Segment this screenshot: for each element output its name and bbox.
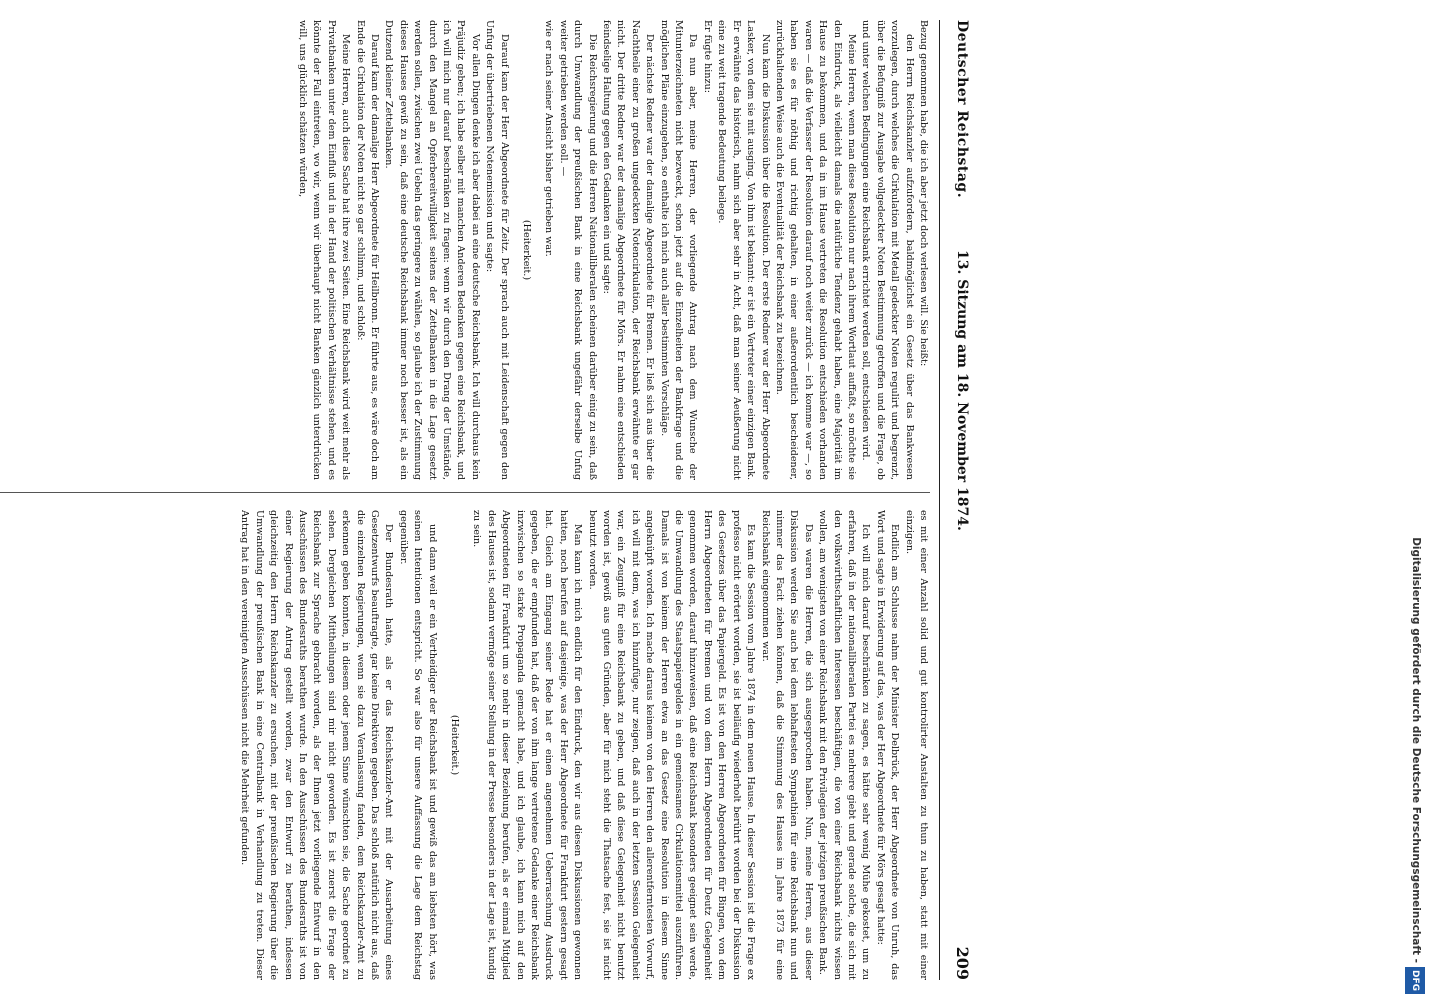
stage-direction: (Heiterkeit.) bbox=[449, 714, 460, 776]
paragraph: Der nächste Redner war der damalige Abgeordnete für Bremen. Er ließ sich aus über die Nachtheile einer zu großen ungedeckten Notencirkulation, der Reichsbank erwähnte er gar nicht. Der dritte Redner war der damalige Abgeordnete für Mörs. Er nahm eine entschieden feindselige Haltung gegen den Gedanken ein und sagte: bbox=[601, 20, 656, 480]
text-columns bbox=[0, 20, 930, 980]
dfg-logo: DFG bbox=[1405, 967, 1425, 994]
paragraph: Es kam die Session vom Jahre 1874 in dem neuen Hause. In dieser Session ist die Frage ex professo nicht erörtert worden, sie ist beiläufig wiederholt berührt worden bei der Diskussion des Gesetzes über das Papiergeld. Es ist von den Herren Abgeordneten für Bingen, von dem Herrn Abgeordneten für Bremen und von dem Herrn Abgeordneten für Deutz Gelegenheit genommen worden, darauf hinzuweisen, daß eine Reichsbank besonders geeignet sein werde, die Umwandlung des Staatspapiergeldes in ein gemeinsames Cirkulationsmittel auszuführen. Damals ist von keinem der Herren etwa an das Gesetz eine Resolution in diesem Sinne angeknüpft worden. Ich mache daraus keinem von den Herren den allerentferntesten Vorwurf, ich will mit dem, was ich hinzufüge, nur zeigen, daß auch in der letzten Session Gelegenheit war, ein Zeugniß für eine Reichsbank zu geben, und daß diese Gelegenheit nicht benutzt worden ist, gewiß aus guten Gründen, aber für mich steht die Thatsache fest, sie ist nicht benutzt worden. bbox=[586, 510, 757, 980]
paragraph: Bezug genommen habe, die ich aber jetzt doch verlesen will. Sie heißt: bbox=[918, 20, 929, 367]
digitization-text: Digitalisierung gefördert durch die Deutsche Forschungsgemeinschaft - bbox=[1410, 537, 1422, 963]
paragraph: Meine Herren, auch diese Sache hat ihre zwei Seiten. Eine Reichsbank wird weit mehr als Privatbanken unter dem Einfluß und in der Hand der politischen Verhältnisse stehen, und es könnte der Fall eintreten, wo wir, wenn wir überhaupt nicht Banken gänzlich unterdrücken will, uns glücklich schätzen würden, bbox=[296, 20, 352, 480]
paragraph: Meine Herren, wenn man diese Resolution nur nach ihrem Wortlaut auffaßt, so möchte sie den Eindruck, als vielleicht damals die natürliche Tendenz gehabt haben, eine Majorität im Hause zu bekommen, und da in im Hause vertreten die Resolution entschieden vorhanden waren — daß die Verfasser der Resolution darauf noch weiter zurück — ich komme war —, so haben sie es für nöthig und richtig gehalten, in einer außerordentlich bescheidener, zurückhaltenden Weise auch die Eventualität der Reichsbank zu bezeichnen. bbox=[773, 20, 857, 480]
left-column bbox=[0, 20, 930, 480]
paragraph: Darauf kam der damalige Herr Abgeordnete für Heilbronn. Er führte aus, es wäre doch am Ende die Cirkulation der Noten nicht so gar schlimm, und schloß: bbox=[354, 20, 380, 480]
paragraph: den Herrn Reichskanzler aufzufordern, baldmöglichst ein Gesetz über das Bankwesen vorzulegen, durch welches die Cirkulation mit Metall gedeckter Noten regulirt und begrenzt, über die Befugniß zur Ausgabe vollgedeckter Noten Bestimmung getroffen und die Frage, ob und unter welchen Bedingungen eine Reichsbank errichtet werden soll, entschieden wird. bbox=[860, 20, 915, 480]
paragraph: Der Bundesrath hatte, als er das Reichskanzler-Amt mit der Ausarbeitung eines Gesetzentwurfs beauftragte, gar keine Direktiven gegeben. Das schloß natürlich nicht aus, daß die einzelnen Regierungen, wenn sie dazu Veranlassung fanden, dem Reichskanzler-Amt zu erkennen geben konnten, in diesem oder jenem Sinne wünschten sie, die Sache geordnet zu sehen. Dergleichen Mittheilungen sind mir nicht geworden. Es ist zuerst die Frage der Reichsbank zur Sprache gebracht worden, als der Ihnen jetzt vorliegende Entwurf in den Ausschüssen des Bundesraths berathen wurde. In den Ausschüssen des Bundesraths ist von einer Regierung der Antrag gestellt worden, zwar den Entwurf zu berathen, indessen gleichzeitig den Herrn Reichskanzler zu ersuchen, mit der preußischen Regierung über die Umwandlung der preußischen Bank in eine Centralbank in Verhandlung zu treten. Dieser Antrag hat in den vereinigten Ausschüssen nicht die Mehrheit gefunden. bbox=[239, 510, 395, 980]
paragraph: es mit einer Anzahl solid und gut kontrolirter Anstalten zu thun zu haben, statt mit einer einzigen. bbox=[903, 510, 929, 980]
paragraph: Da nun aber, meine Herren, der vorliegende Antrag nach dem Wunsche der Mitunterzeichneten nicht bezweckt, schon jetzt auf die Einzelheiten der Bankfrage und die möglichen Pläne einzugehen, so enthalte ich mich auch aller bestimmten Vorschläge. bbox=[658, 20, 699, 480]
paragraph: Die Reichsregierung und die Herren Nationalliberalen scheinen darüber einig zu sein, daß durch Umwandlung der preußischen Bank in eine Reichsbank ungefähr derselbe Unfug weiter getrieben werden soll. — bbox=[557, 20, 598, 480]
paragraph: Ich will mich darauf beschränken zu sagen, es hätte sehr wenig Mühe gekostet, um zu erfahren, daß in der nationalliberalen Partei es mehrere giebt und gerade solche, die sich mit den volkswirthschaftlichen Interessen beschäftigen, die von einer Reichsbank nichts wissen wollen, am wenigsten von einer Reichsbank mit den Privilegien der jetzigen preußischen Bank. bbox=[817, 510, 872, 980]
paragraph: Darauf kam der Herr Abgeordnete für Zeitz. Der sprach auch mit Leidenschaft gegen den Unfug der übertriebenen Notenemission und sagte: bbox=[484, 20, 510, 480]
paragraph: Man kann ich mich endlich für den Eindruck, den wir aus diesen Diskussionen gewonnen hatten, noch berufen auf dasjenige, was der Herr Abgeordnete für Frankfurt gestern gesagt hat. Gleich am Eingang seiner Rede hat er einen angenehmen Ueberraschung Ausdruck gegeben, die er empfunden hat, daß der von ihm lange vertretene Gedanke einer Reichsbank inzwischen so starke Propaganda gemacht habe, und ich glaube, ich kann mich auf den Abgeordneten für Frankfurt um so mehr in dieser Beziehung berufen, als er einmal Mitglied des Hauses ist, sodann vermöge seiner Stellung in der Presse besonders in der Lage ist, kundig zu sein. bbox=[471, 510, 584, 980]
page-number: 209 bbox=[953, 946, 972, 980]
paragraph: Endlich am Schlusse nahm der Minister Delbrück, der Herr Abgeordnete von Unruh, das Wort und sagte in Erwiderung auf das, was der Herr Abgeordnete für Mörs gesagt hatte: bbox=[874, 510, 901, 980]
column-divider bbox=[0, 492, 930, 493]
page-header bbox=[939, 20, 980, 980]
paragraph: wie er nach seiner Ansicht bisher getrieben war. bbox=[543, 20, 555, 257]
session-date: 13. Sitzung am 18. November 1874. bbox=[954, 250, 970, 531]
stage-direction: (Heiterkeit.) bbox=[521, 219, 533, 281]
publication-title: Deutscher Reichstag. bbox=[954, 20, 970, 199]
rotated-page-content bbox=[0, 20, 980, 980]
paragraph: Vor allen Dingen denke ich aber dabei an eine deutsche Reichsbank. Ich will durchaus kein Präjudiz geben; ich habe selber mit manchen Anderen Bedenken gegen eine Reichsbank, und ich will mich nur darauf beschränken zu fragen: wenn wir durch den Drang der Umstände, durch den Mangel an Opferbereitwilligkeit seitens der Zettelbanken in die Lage gesetzt werden sollen, zwischen zwei Uebeln das geringere zu wählen, so glaube ich der Zustimmung dieses Hauses gewiß zu sein, daß eine deutsche Reichsbank immer noch besser ist, als ein Dutzend kleiner Zettelbanken. bbox=[383, 20, 481, 480]
paragraph: und dann weil er ein Vertheidiger der Reichsbank ist und gewiß das am liebsten hört, was seinen Intentionen entspricht. So war also für unsere Auffassung die Lage dem Reichstag gegenüber. bbox=[397, 510, 438, 980]
paragraph: Nun kam die Diskussion über die Resolution. Der erste Redner war der Herr Abgeordnete Lasker, von dem sie mit ausging. Von ihm ist bekannt: er ist ein Vertreter einer einzigen Bank. Er erwähnte das historisch, nahm sich aber sehr in Acht, daß man seiner Aeußerung nicht eine zu weit tragende Bedeutung beilege. bbox=[716, 20, 771, 480]
right-column bbox=[0, 510, 930, 980]
paragraph: Das waren die Herren, die sich ausgesprochen haben. Nun, meine Herren, aus dieser Diskussion werden Sie auch bei dem lebhaftesten Sympathien für eine Reichsbank nun und nimmer das Facit ziehen können, daß die Stimmung des Hauses im Jahre 1873 für eine Reichsbank eingenommen war. bbox=[759, 510, 814, 980]
digitization-note bbox=[1404, 6, 1430, 994]
paragraph: Er fügte hinzu: bbox=[701, 20, 713, 93]
